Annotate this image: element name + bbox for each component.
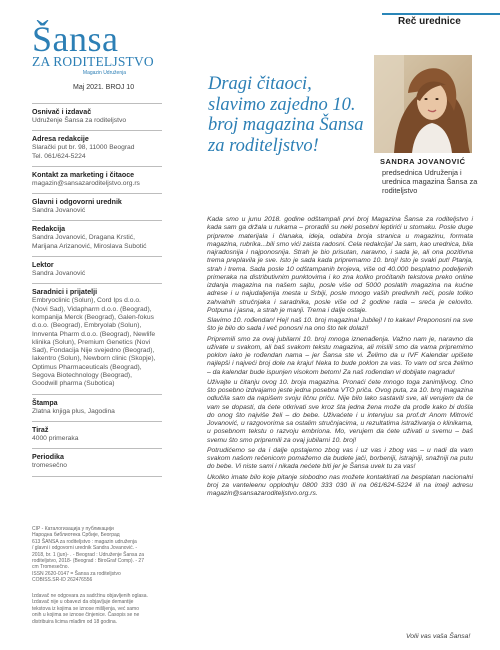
cip-record	[32, 526, 164, 584]
colophon-line: Sad), Fondacija Nije svejedno (Beograd),	[32, 347, 155, 355]
colophon-line: Udruženje Šansa za roditeljstvo	[32, 117, 127, 124]
colophon-line: Optimus Pharmaceuticals (Beograd),	[32, 363, 142, 371]
divider	[32, 283, 162, 284]
body-paragraph: Pripremili smo za ovaj jubilarni 10. broj mnoga iznenađenja. Važno nam je, naravno da uživate u svakom, ali baš svakom tekstu magazina, ali mislili smo da vama pripremimo poklon iako je rođendan nama – jer Šansa ste vi. Želimo da u IVF Kalendar upišete najlepši i najveći broj dole na kraju! Neka to bude poklon za vas. To vam od srca želimo – da kalendar bude ispunjen visokom betom! Za naš rođendan vi dobijate nagradu!	[207, 335, 473, 376]
colophon-line: Slarački put br. 98, 11000 Beograd	[32, 144, 135, 152]
author-name: SANDRA JOVANOVIĆ	[380, 157, 466, 166]
colophon-line: 4000 primeraka	[32, 434, 79, 442]
signature: Volii vas vaša Šansa!	[406, 633, 471, 640]
body-paragraph: Slavimo 10. rođendan! Hej! naš 10. broj magazina! Jubilej! I to kakav! Preponosni na sve što je bilo do sada i več ponosni na ono što tek dolazi!	[207, 317, 473, 333]
colophon-line: Zlatna knjiga plus, Jagodina	[32, 407, 115, 415]
colophon-block	[32, 108, 162, 125]
logo-sub-text: ZA RODITELJSTVO	[32, 54, 154, 69]
disclaimer	[32, 593, 158, 625]
colophon-line: tromesečno	[32, 462, 67, 470]
divider	[32, 394, 162, 395]
colophon-title: Glavni i odgovorni urednik	[32, 198, 122, 207]
disclaimer-line: Izdavač nije u obavezi da objavljuje demantije	[32, 599, 134, 606]
colophon-block	[32, 288, 162, 388]
logo-tagline: Magazin Udruženja	[82, 70, 126, 76]
colophon-title: Redakcija	[32, 225, 66, 234]
cip-line: cm Tromesečno.	[32, 564, 69, 571]
colophon-line: Goodwill pharma (Subotica)	[32, 380, 115, 388]
colophon-title: Štampa	[32, 398, 58, 407]
body-paragraph: Uživajte u čitanju ovog 10. broja magazina. Pronaći ćete mnogo toga zanimljivog. Ono što posebno izdvajamo jeste jedna posebna VTO priča. Ovog puta, za 10. broj magazina odlučila sam da napišem svoju ličnu priču. Nije bilo lako sastaviti sve, ali verujem da će vam se dopasti, da ćete otkrivati sve kroz šta jedna žena može da prođe kako bi došla do onog što najviše želi – do bebe. Uživaćete i u intervjuu sa prof.dr Anom Mitrović Jovanović, u razgovorima sa ostalim stručnjacima, u rezultatima istraživanja o klinikama, u posebnom tekstu o razvoju embriona. Mo, verujem da ćete uživati u svemu – baš svemu što smo pripremili za ovaj jubilarni 10. broj!	[207, 378, 473, 444]
colophon-line: Marijana Arizanović, Miroslava Subotić	[32, 242, 147, 250]
divider	[32, 421, 162, 422]
colophon-block	[32, 171, 162, 188]
colophon-block	[32, 261, 162, 278]
colophon-block	[32, 198, 162, 215]
disclaimer-line: Izdavač ne odgovara za sadržinu objavljenih oglasa.	[32, 593, 148, 599]
body-paragraph: Potrudićemo se da i dalje opstajemo zbog vas i uz vas i zbog vas – u nadi da vam svakom našom rečenicom pomažemo da budete jači, borbeniji, istrajniji, snažniji na putu do bebe. Vi niste sami i nikada nećete biti jer je Šansa uvek tu za vas!	[207, 446, 473, 471]
colophon-title: Kontakt za marketing i čitaoce	[32, 170, 135, 179]
editorial-headline: Dragi čitaoci, slavimo zajedno 10. broj magazina Šansa za roditeljstvo!	[208, 74, 364, 156]
divider	[32, 448, 162, 449]
colophon-title: Osnivač i izdavač	[32, 108, 92, 116]
colophon-block	[32, 399, 162, 416]
colophon-title: Tiraž	[32, 425, 49, 434]
section-bar	[382, 13, 500, 15]
divider	[32, 220, 162, 221]
issue-label: Maj 2021. BROJ 10	[73, 84, 135, 91]
author-photo	[374, 55, 472, 153]
cip-line: CIP - Каталогизација у публикацији	[32, 526, 114, 532]
divider	[32, 476, 162, 477]
author-role: predsednica Udruženja i urednica magazina Šansa za roditeljstvo	[382, 168, 478, 196]
colophon-line: Iakentro (Solun), Newborn clinic (Skopje),	[32, 355, 156, 363]
cip-line: roditeljstvo, 2018- (Beograd : BiroGraf Comp). - 27	[32, 558, 144, 565]
cip-line: 613 ŠANSA za roditeljstvo : magazin udruženja	[32, 538, 137, 545]
colophon-title: Saradnici i prijatelji	[32, 288, 98, 297]
colophon-block	[32, 225, 162, 251]
body-paragraph: Ukoliko imate bilo koje pitanje slobodno nas možete kontaktirati na besplatan nacionalni broj za vanteleenu opplodnju 0800 333 030 ili na 061/624-5224 ili na imejl adresu magazin@sansazaroditeljstvo.org.rs.	[207, 473, 473, 497]
colophon-title: Adresa redakcije	[32, 135, 89, 144]
colophon-line: kompanija Merck (Beograd), Galen-fokus	[32, 313, 154, 321]
author-portrait-illustration	[374, 55, 472, 153]
cip-line: Народна библиотека Србије, Београд	[32, 532, 120, 539]
cip-line: COBISS.SR-ID 262476556	[32, 577, 93, 584]
colophon-line: magazin@sansazaroditeljstvo.org.rs	[32, 179, 140, 187]
disclaimer-line: distribuira licima mlađim od 18 godina.	[32, 618, 118, 625]
divider	[32, 193, 162, 194]
cip-line: 2018, br. 1 (jun)- . - Beograd : Udruženje Šansa za	[32, 551, 145, 558]
colophon-line: Embryoclinic (Solun), Cord Ips d.o.o.	[32, 297, 141, 305]
magazine-logo	[32, 21, 162, 76]
divider	[32, 103, 162, 104]
divider	[32, 256, 162, 257]
colophon-title: Lektor	[32, 261, 54, 270]
disclaimer-line: tekstova iz kojima se iznose mišljenja, već samo	[32, 605, 139, 612]
colophon-block	[32, 135, 162, 161]
colophon-title: Periodika	[32, 453, 64, 462]
colophon-line: klinika (Solun), Premium Genetics (Novi	[32, 338, 151, 346]
editorial-body	[207, 216, 473, 500]
cip-line: / glavni i odgovorni urednik Sandra Jovanović. -	[32, 545, 138, 552]
divider	[32, 166, 162, 167]
divider	[32, 130, 162, 131]
colophon-line: Innventa Pharm d.o.o. (Beograd), Newlife	[32, 330, 156, 338]
colophon-block	[32, 453, 162, 470]
colophon	[32, 101, 162, 481]
cip-line: ISSN 2620-0147 = Šansa za roditeljstvo	[32, 570, 121, 577]
body-paragraph: Kada smo u junu 2018. godine odštampali prvi broj Magazina Šansa za roditeljstvo i kada sam ga držala u rukama – proradili su neki posebni leptirići u stomaku. Posle duge pripreme materijala i članaka, ideja, odabira broja stranica u magazinu, formata magazina, rubrika...bili smo vići zaista radosni. Cela redakcija! Ja sam, kao urednica, bila najradosnija i najponosnija. Strah je bio prisutan, naravno, i sada je, ali ona pozitivna trema preplavila je sve. Isto je sada kada pripremamo 10. broj! Isto je svaki put! Ptanja, strah i trema. Sada posle 10 odštampanih brojeva, više od 40.000 besplatno podeljenih primeraka na distributivnim punktovima i ko zna koliko pročitanih tekstova preko online izdanja magazina na našem sajtu, posle više od 5000 poslatih magazina na kućne adrese i u najudaljenija mesta u Srbiji, posle mnogo vaših predivnih reči, posle toliko zahvalnih stručnjaka i saradnika, posle više od 2 godine rada – sreća je celovito. Potpuna i jasna, a strah je manji. Trema i dalje ostaje.	[207, 216, 473, 314]
colophon-line: Segova Biotechnology (Beograd),	[32, 372, 133, 380]
colophon-block	[32, 426, 162, 443]
colophon-line: Sandra Jovanović, Dragana Krstić,	[32, 234, 135, 242]
disclaimer-line: onih u kojima se iznose činjenice. Časopis se ne	[32, 612, 140, 619]
section-title: Reč urednice	[398, 16, 461, 27]
logo-main-text: Šansa	[32, 19, 119, 59]
colophon-line: (Novi Sad), Vidapharm d.o.o. (Beograd),	[32, 305, 152, 313]
colophon-line: Tel. 061/624-5224	[32, 152, 86, 160]
colophon-line: Sandra Jovanović	[32, 207, 86, 215]
colophon-line: Sandra Jovanović	[32, 270, 86, 278]
colophon-line: d.o.o. (Beograd), Embryolab (Solun),	[32, 322, 142, 330]
